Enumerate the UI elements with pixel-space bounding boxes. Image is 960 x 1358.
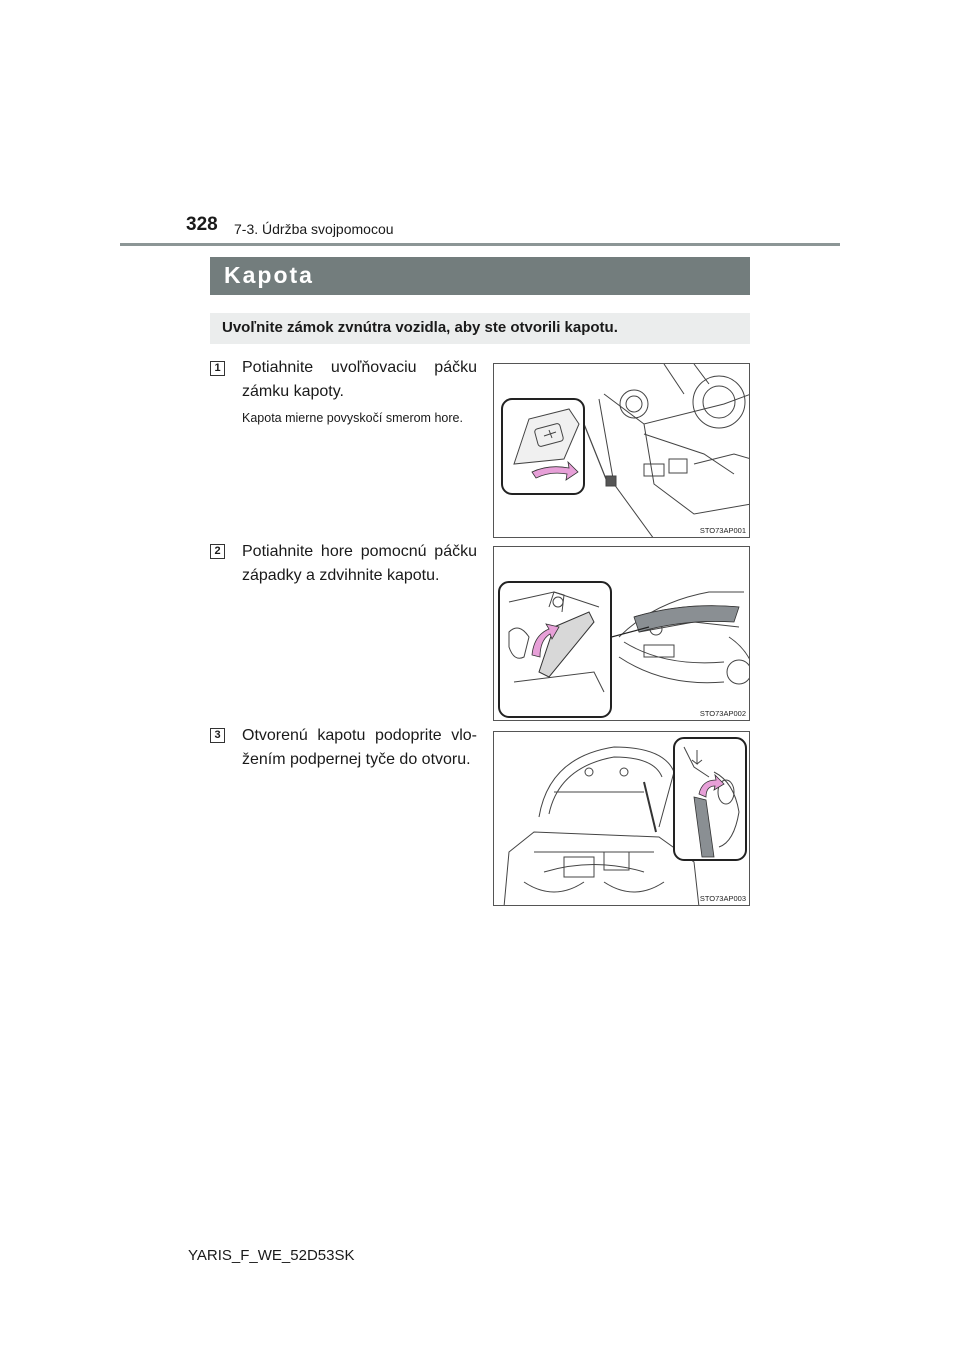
auxiliary-catch-illustration <box>494 547 750 721</box>
step-text-1: Potiahnite uvoľňovaciu páčku zámku kapoty. <box>242 359 477 400</box>
step-note-1: Kapota mierne povyskočí smerom hore. <box>242 411 463 425</box>
figure-auxiliary-catch-lever <box>493 546 750 721</box>
figure-code-2: STO73AP002 <box>699 709 746 718</box>
figure-code-1: STO73AP001 <box>699 526 746 535</box>
step-number-1: 1 <box>210 361 225 376</box>
figure-support-rod <box>493 731 750 906</box>
support-rod-illustration <box>494 732 750 906</box>
figure-code-3: STO73AP003 <box>699 894 746 903</box>
hood-release-illustration <box>494 364 750 538</box>
footer-code: YARIS_F_WE_52D53SK <box>188 1247 355 1264</box>
page-title: Kapota <box>224 262 314 288</box>
subtitle-text: Uvoľnite zámok zvnútra vozidla, aby ste otvorili kapotu. <box>222 319 618 336</box>
step-text-3: Otvorenú kapotu podoprite vlo-žením podpernej tyče do otvoru. <box>242 727 477 768</box>
section-title: 7-3. Údržba svojpomocou <box>234 221 394 237</box>
page-number: 328 <box>186 214 218 235</box>
step-number-3: 3 <box>210 728 225 743</box>
step-text-2: Potiahnite hore pomocnú páčku západky a zdvihnite kapotu. <box>242 543 477 584</box>
header-rule <box>120 243 840 246</box>
title-bar <box>210 257 750 295</box>
subtitle-bar <box>210 313 750 344</box>
figure-hood-release-lever <box>493 363 750 538</box>
step-number-2: 2 <box>210 544 225 559</box>
